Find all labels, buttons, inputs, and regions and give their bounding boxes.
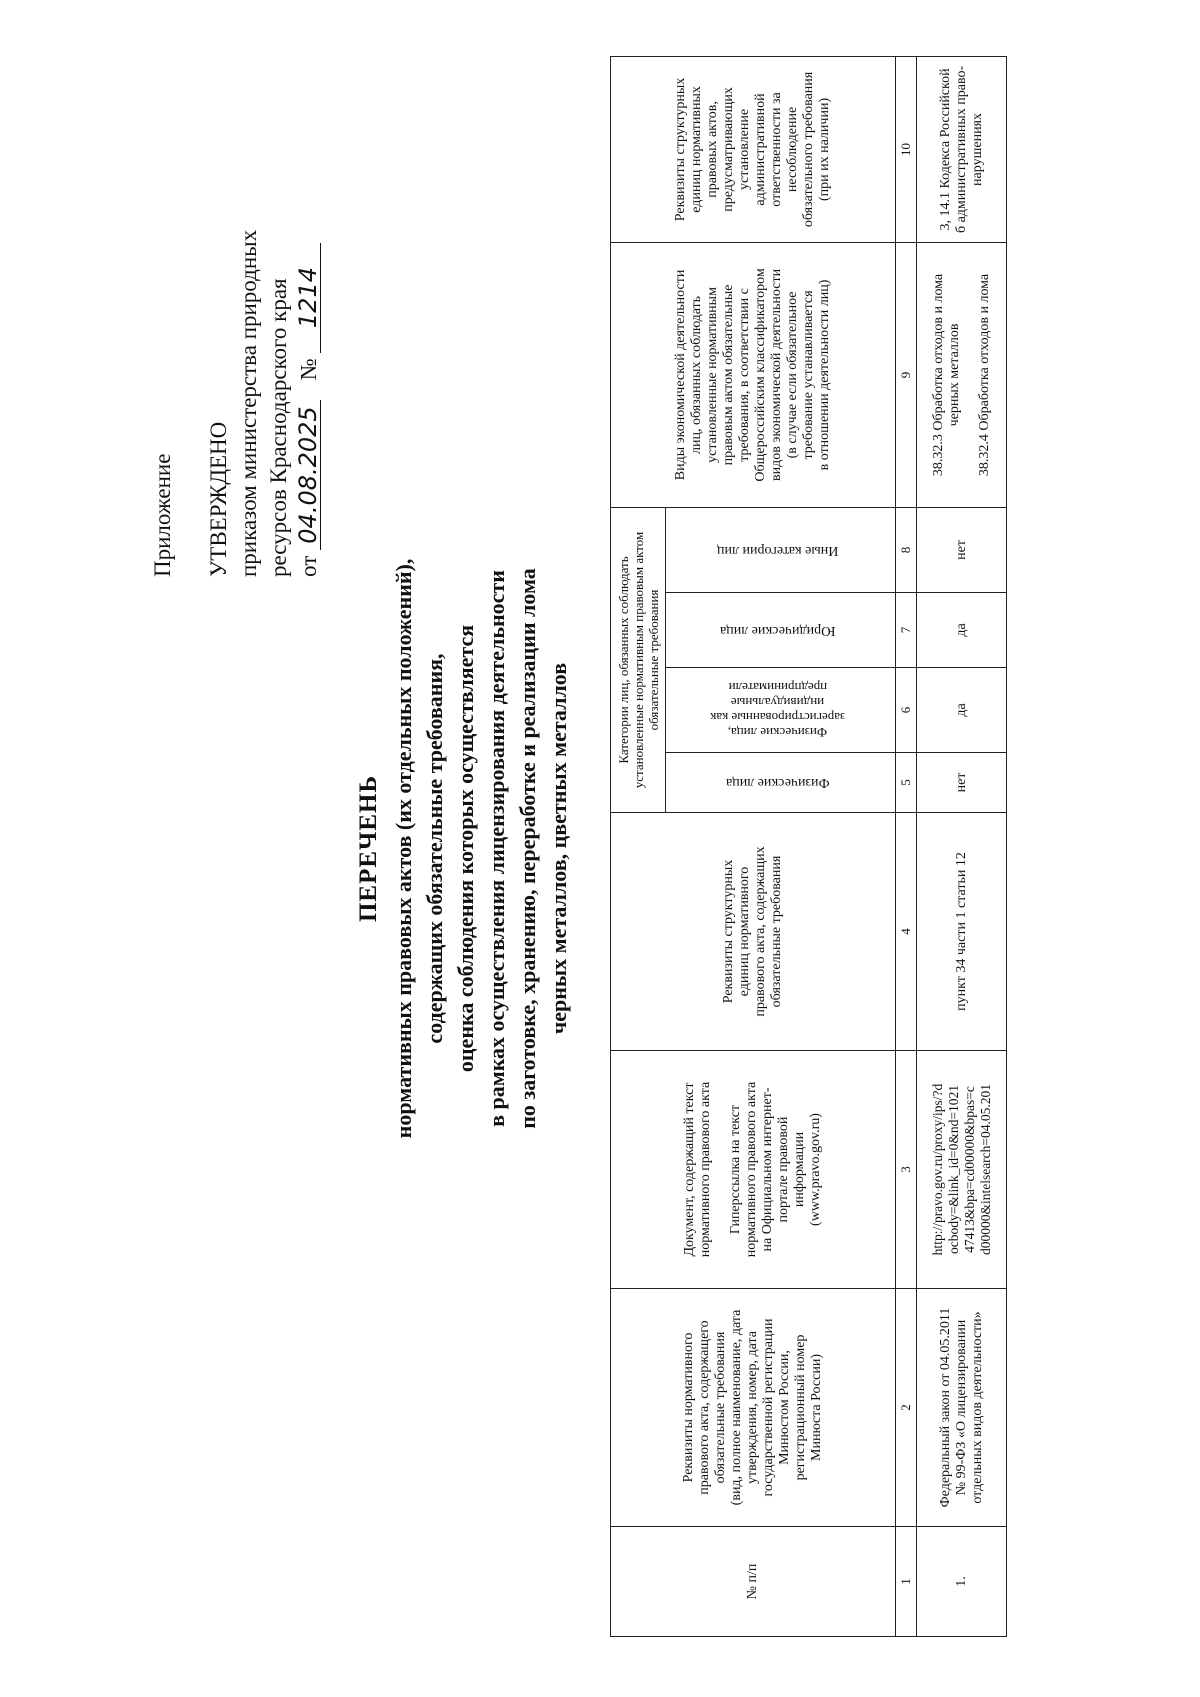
column-number: 5 bbox=[896, 753, 917, 813]
title-line: черных металлов, цветных металлов bbox=[546, 662, 571, 1035]
header-cell-physical bbox=[666, 753, 896, 813]
document-title: ПЕРЕЧЕНЬ bbox=[355, 774, 382, 923]
legal-label: Юридические лица bbox=[720, 623, 836, 638]
order-date-line bbox=[294, 243, 324, 577]
header-cell-units: Реквизиты структурных единиц нормативного правового акта, содержащих обязательные требования bbox=[611, 813, 896, 1051]
header-cell-document bbox=[611, 1051, 896, 1289]
header-document-text: Документ, содержащий текст нормативного правового акта bbox=[682, 1081, 713, 1258]
column-number: 6 bbox=[896, 668, 917, 753]
okved-cell bbox=[917, 242, 1007, 507]
column-number: 1 bbox=[896, 1527, 917, 1637]
table-header-row bbox=[611, 56, 666, 1636]
act-details: Федеральный закон от 04.05.2011 № 99-ФЗ «О лицензировании отдельных видов деятельности» bbox=[917, 1289, 1007, 1527]
title-line: оценка соблюдения которых осуществляется bbox=[453, 624, 478, 1073]
title-line: по заготовке, хранению, переработке и реализации лома bbox=[515, 568, 540, 1129]
column-number: 2 bbox=[896, 1289, 917, 1527]
column-number: 9 bbox=[896, 242, 917, 507]
header-cell-ip bbox=[666, 668, 896, 753]
title-lines bbox=[388, 0, 574, 1697]
from-label: от bbox=[296, 555, 321, 577]
column-number: 3 bbox=[896, 1051, 917, 1289]
header-cell-okved: Виды экономической деятельности лиц, обязанных соблюдать установленные нормативным правовым актом обязательные требования, в соответствии с Общероссийским классификатором видов экономической деятельности (в случае если обязательное требование устанавливается в отношении деятельности лиц) bbox=[611, 242, 896, 507]
column-number: 4 bbox=[896, 813, 917, 1051]
ip-value: да bbox=[917, 668, 1007, 753]
ip-label: Физические лица, зарегистрированные как индивидуальные предприниматели bbox=[710, 680, 846, 740]
column-number: 8 bbox=[896, 507, 917, 592]
order-number: 1214 bbox=[296, 243, 321, 353]
legal-value: да bbox=[917, 593, 1007, 668]
header-hyperlink-text: Гиперссылка на текст нормативного правового акта на Официальном интернет- портале правовой информации (www.pravo.gov.ru) bbox=[728, 1081, 823, 1258]
appendix-label: Приложение bbox=[150, 453, 175, 577]
physical-value: нет bbox=[917, 753, 1007, 813]
title-line: нормативных правовых актов (их отдельных положений), bbox=[391, 558, 416, 1139]
structural-units: пункт 34 части 1 статьи 12 bbox=[917, 813, 1007, 1051]
other-value: нет bbox=[917, 507, 1007, 592]
title-line: содержащих обязательные требования, bbox=[422, 653, 447, 1044]
act-hyperlink[interactable]: http://pravo.gov.ru/proxy/ips/?d ocbody=&link_id=0&nd=1021 47413&bpa=cd00000&bpas=c d00000&intelsearch=04.05.201 bbox=[917, 1051, 1007, 1289]
header-cell-act: Реквизиты нормативного правового акта, содержащего обязательные требования (вид, полное наименование, дата утверждения, номер, дата государственной регистрации Минюстом России, регистрационный номер Минюста России) bbox=[611, 1289, 896, 1527]
header-cell-liability: Реквизиты структурных единиц нормативных правовых актов, предусматривающих установление административной ответственности за несоблюдение обязательного требования (при их наличии) bbox=[611, 56, 896, 242]
column-number-row bbox=[896, 56, 917, 1636]
title-line: в рамках осуществления лицензирования деятельности bbox=[484, 570, 509, 1127]
requirements-table bbox=[610, 56, 1007, 1637]
header-cell-other bbox=[666, 507, 896, 592]
okved-code-1: 38.32.3 Обработка отходов и лома черных металлов bbox=[930, 273, 962, 477]
header-cell-legal bbox=[666, 593, 896, 668]
number-label: № bbox=[296, 358, 321, 381]
header-cell-number: № п/п bbox=[611, 1527, 896, 1637]
other-label: Иные категории лиц bbox=[717, 542, 839, 558]
order-date: 04.08.2025 bbox=[296, 400, 321, 550]
order-line-1: приказом министерства природных bbox=[236, 229, 261, 577]
approved-label: УТВЕРЖДЕНО bbox=[206, 421, 231, 577]
row-number: 1. bbox=[917, 1527, 1007, 1637]
physical-label: Физические лица bbox=[726, 775, 830, 791]
okved-code-2: 38.32.4 Обработка отходов и лома bbox=[976, 273, 992, 477]
order-line-2: ресурсов Краснодарского края bbox=[266, 278, 291, 577]
column-number: 10 bbox=[896, 56, 917, 242]
table-row bbox=[917, 56, 1007, 1636]
header-cell-categories: Категории лиц, обязанных соблюдать установленные нормативным правовым актом обязательные требования bbox=[611, 507, 666, 812]
column-number: 7 bbox=[896, 593, 917, 668]
liability-cell: 3, 14.1 Кодекса Российской б административных право- нарушениях bbox=[917, 56, 1007, 242]
